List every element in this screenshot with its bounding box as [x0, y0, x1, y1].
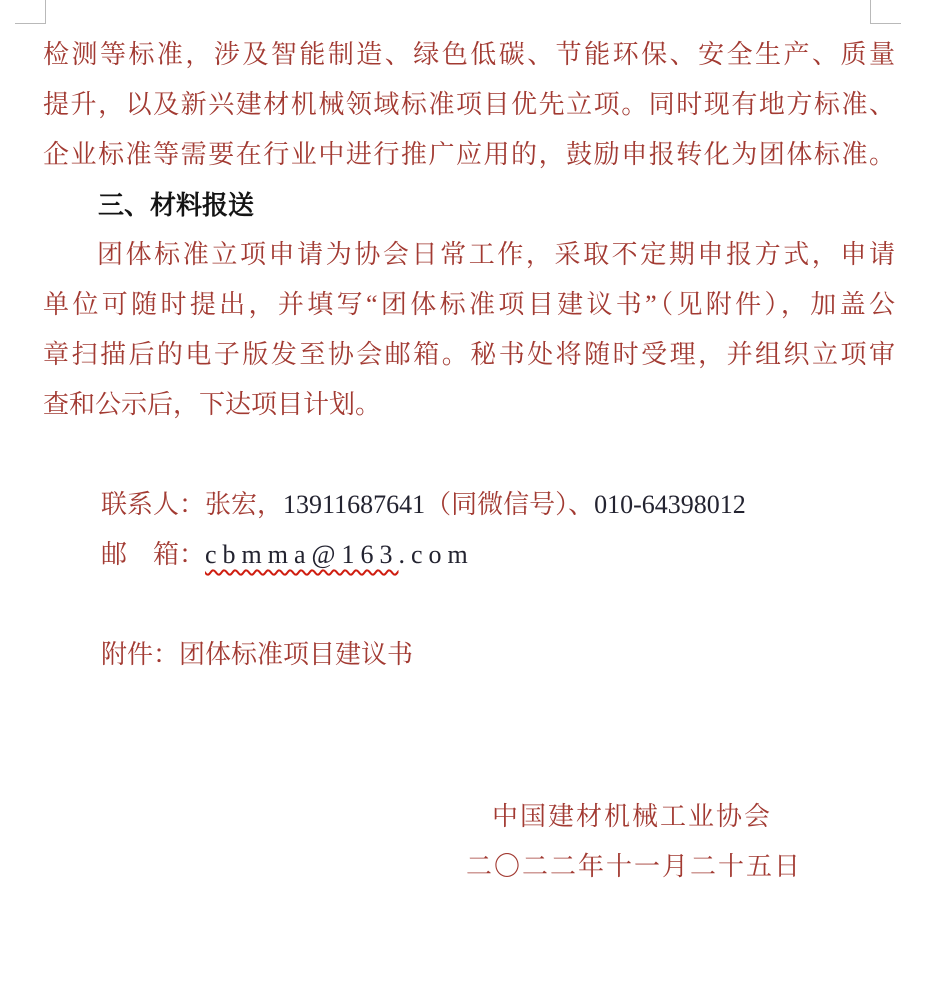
- body-line: 章扫描后的电子版发至协会邮箱。秘书处将随时受理，并组织立项审: [43, 340, 895, 369]
- contact-phone-note: （同微信号）、: [425, 490, 595, 519]
- body-line: 团体标准立项申请为协会日常工作，采取不定期申报方式，申请: [97, 240, 895, 269]
- blank-line: [43, 430, 895, 480]
- blank-line: [43, 680, 895, 730]
- body-line: 提升，以及新兴建材机械领域标准项目优先立项。同时现有地方标准、: [43, 90, 895, 119]
- contact-email-label: 邮 箱：: [101, 540, 206, 569]
- contact-email-line: [43, 530, 895, 580]
- contact-person-label: 联系人：: [101, 490, 206, 519]
- margin-crop-mark-top-right: [870, 0, 901, 24]
- contact-phone-landline: 010-64398012: [594, 490, 746, 519]
- signature-date: 二〇二二年十一月二十五日: [465, 852, 802, 881]
- contact-email-domain: .com: [398, 540, 474, 569]
- contact-person-name: 张宏，: [205, 490, 284, 519]
- contact-email-user: cbmma@163: [205, 540, 399, 569]
- body-line: 企业标准等需要在行业中进行推广应用的，鼓励申报转化为团体标准。: [43, 140, 895, 169]
- body-line: 查和公示后，下达项目计划。: [43, 390, 382, 419]
- blank-line: [43, 730, 895, 780]
- contact-phone-mobile: 13911687641: [283, 490, 426, 519]
- signature-organization: 中国建材机械工业协会: [491, 802, 772, 831]
- contact-person-line: [43, 480, 895, 530]
- document-body: [43, 30, 895, 892]
- attachment-line: 附件：团体标准项目建议书: [101, 640, 414, 669]
- section-heading: 三、材料报送: [98, 190, 255, 220]
- body-line: 单位可随时提出，并填写“团体标准项目建议书”（见附件），加盖公: [43, 290, 895, 319]
- body-line: 检测等标准，涉及智能制造、绿色低碳、节能环保、安全生产、质量: [43, 40, 895, 69]
- blank-line: [43, 580, 895, 630]
- margin-crop-mark-top-left: [15, 0, 46, 24]
- signature-block: [43, 792, 895, 892]
